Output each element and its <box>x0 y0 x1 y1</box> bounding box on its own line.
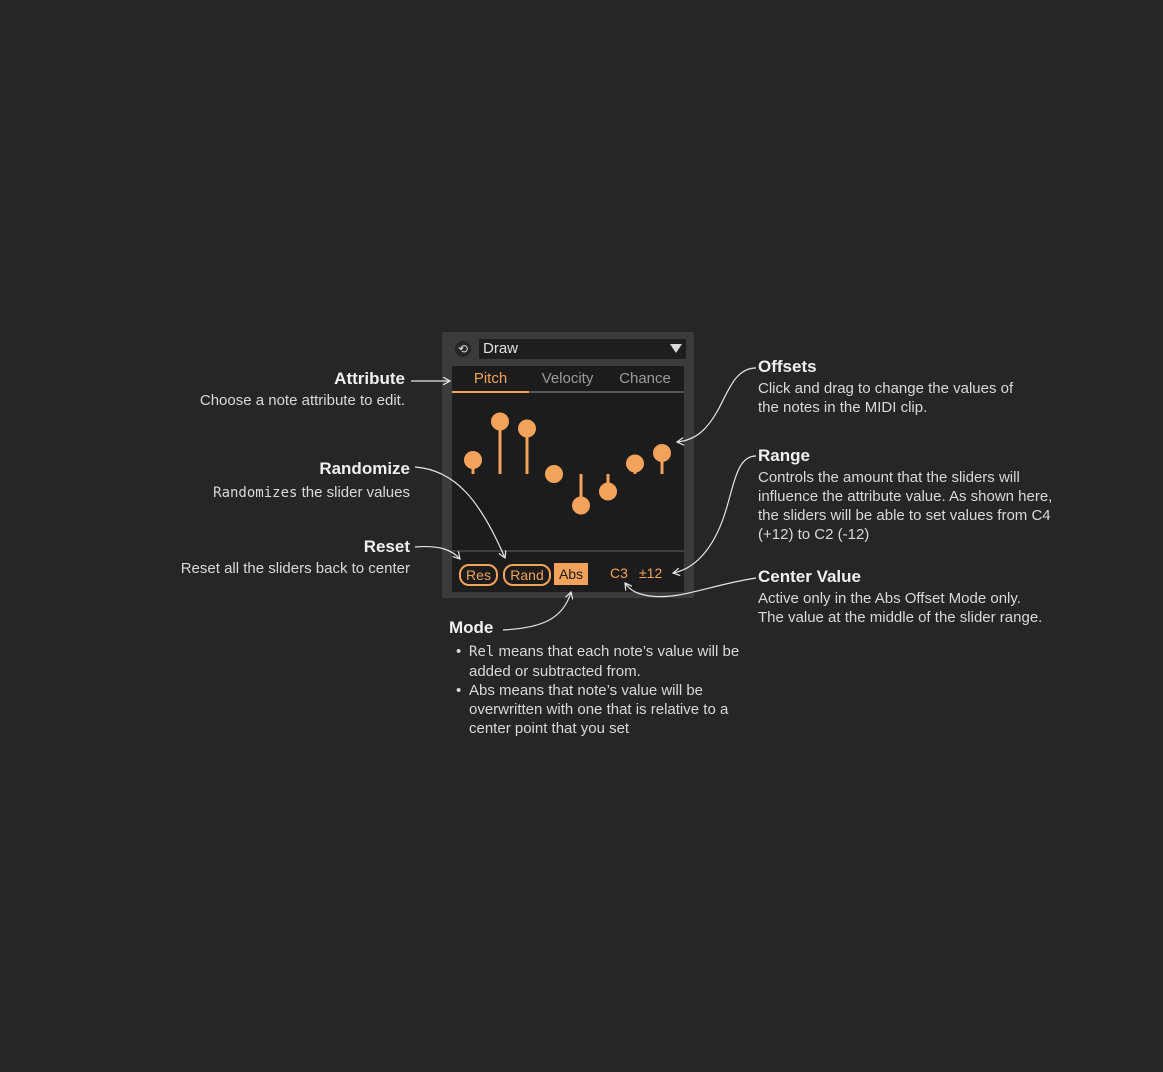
mode-bullet-rel-text: means that each note’s value will be added or subtracted from. <box>469 643 740 680</box>
tab-chance[interactable]: Chance <box>619 370 671 387</box>
range-arrow <box>673 456 756 573</box>
center-value-arrow <box>625 578 756 597</box>
mode-bullet-abs: • Abs means that note’s value will be overwritten with one that is relative to a center point that you set <box>451 681 741 738</box>
center-value-desc: Active only in the Abs Offset Mode only. The value at the middle of the slider range. <box>758 590 1043 626</box>
dropdown-value: Draw <box>483 340 519 357</box>
randomize-desc-code: Randomizes <box>213 485 298 501</box>
reload-icon[interactable]: ⟲ <box>455 341 471 357</box>
randomize-desc-text: the slider values <box>297 484 410 501</box>
randomize-arrow <box>415 467 505 558</box>
range-desc: Controls the amount that the sliders will influence the attribute value. As shown here, the sliders will be able to set values from C4 (+12) to C2 (-12) <box>758 469 1053 543</box>
mode-desc <box>451 642 741 738</box>
offsets-title: Offsets <box>758 357 817 376</box>
randomize-button[interactable]: Rand <box>503 564 551 586</box>
reset-desc: Reset all the sliders back to center <box>180 560 410 577</box>
range-value-field[interactable]: ±12 <box>639 565 663 581</box>
reset-title: Reset <box>363 537 410 556</box>
tab-velocity[interactable]: Velocity <box>541 370 594 387</box>
tab-pitch[interactable]: Pitch <box>473 370 508 387</box>
reset-button[interactable]: Res <box>459 564 498 586</box>
attribute-desc: Choose a note attribute to edit. <box>199 392 405 409</box>
mode-bullet-rel-code: Rel <box>469 644 495 660</box>
attribute-title: Attribute <box>334 369 405 388</box>
mode-title: Mode <box>449 618 494 637</box>
center-value-field[interactable]: C3 <box>610 565 628 581</box>
randomize-title: Randomize <box>319 459 410 478</box>
center-value-title: Center Value <box>758 567 861 586</box>
range-title: Range <box>758 446 810 465</box>
offsets-arrow <box>677 368 756 442</box>
offsets-desc: Click and drag to change the values of the notes in the MIDI clip. <box>758 380 1014 416</box>
mode-abs-button[interactable]: Abs <box>554 563 588 585</box>
mode-bullet-rel <box>451 642 741 681</box>
randomize-desc <box>150 483 410 503</box>
mode-arrow <box>503 592 571 630</box>
reset-arrow <box>415 547 460 559</box>
